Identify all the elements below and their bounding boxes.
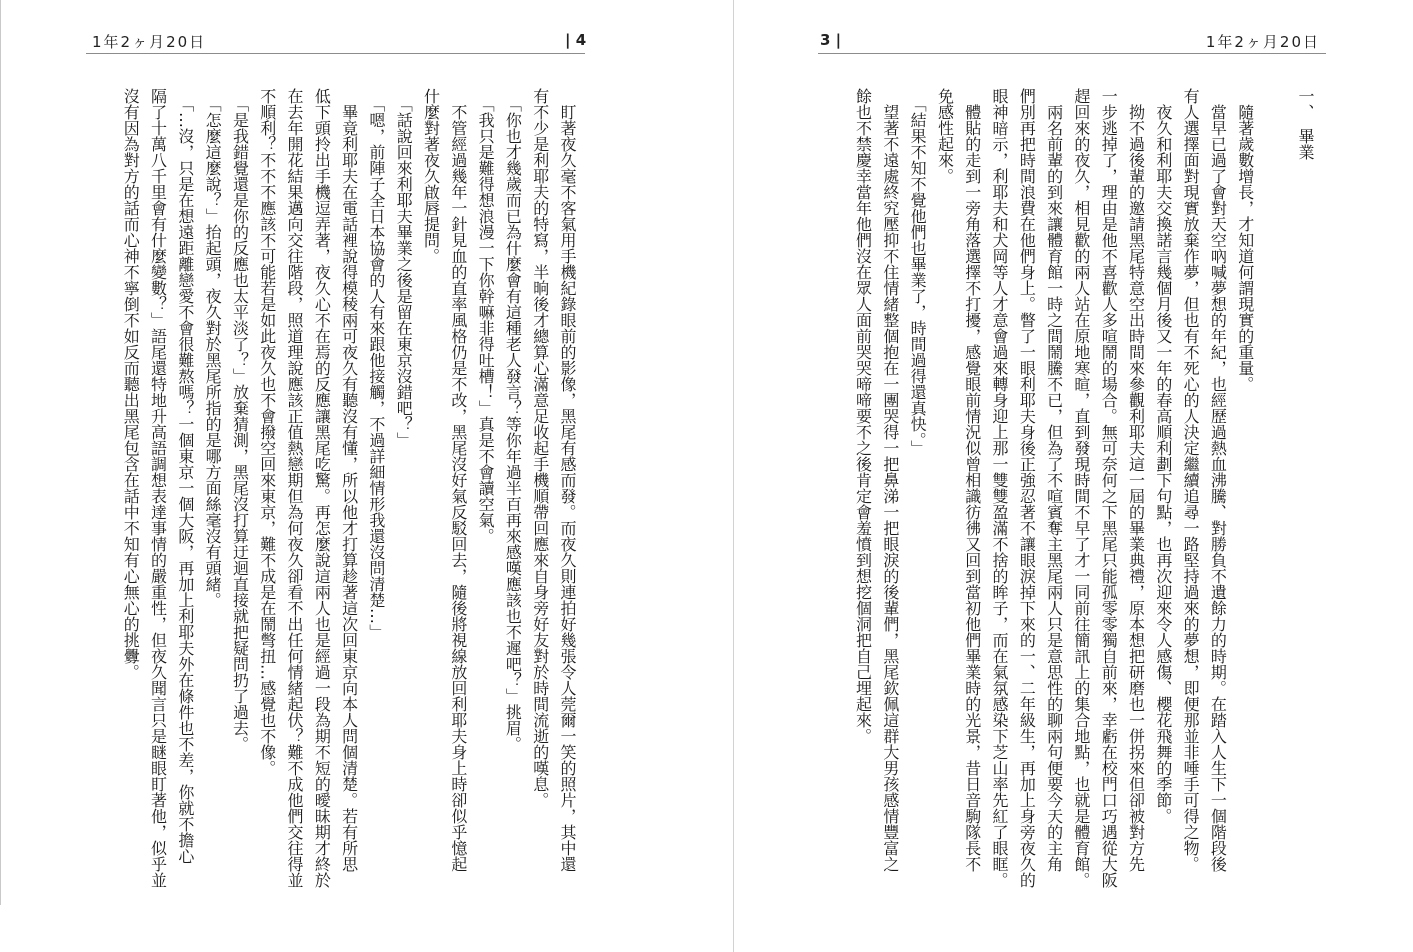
text-line: 「是我錯覺還是你的反應也太平淡了？」放棄猜測，黑尾沒打算迂迴直接就把疑問扔了過去。 [230, 88, 250, 752]
text-line: 拗不過後輩的邀請黑尾特意空出時間來參觀利耶夫這一屆的畢業典禮，原本想把研磨也一併拐來但卻被對方先 [1126, 88, 1146, 872]
text-line: 不順利？不不不應該不可能若是如此夜久也不會撥空回來東京，難不成是在鬧彆扭…感覺也不像。 [257, 88, 277, 776]
text-line: 「話說回來利耶夫畢業之後是留在東京沒錯吧？」 [394, 88, 414, 448]
text-line: 隔了十萬八千里會有什麼變數？」語尾還特地升高語調想表達事情的嚴重性，但夜久聞言只是瞇眼盯著他，似乎並 [148, 88, 168, 888]
text-line: 一步逃掉了，理由是他不喜歡人多喧鬧的場合。無可奈何之下黑尾只能孤零零獨自前來，幸虧在校門口巧遇從大阪 [1099, 88, 1119, 888]
text-line: 有不少是利耶夫的特寫，半晌後才總算心滿意足收起手機順帶回應來自身旁好友對於時間流逝的嘆息。 [530, 88, 550, 808]
text-line: 低下頭拎出手機逗弄著，夜久心不在焉的反應讓黑尾吃驚。再怎麼說這兩人也是經過一段為期不短的曖昧期才終於 [312, 88, 332, 888]
text-line: 什麼對著夜久啟唇提問。 [421, 88, 441, 264]
body-text [117, 88, 581, 900]
text-line: 「怎麼這麼說？」抬起頭，夜久對於黑尾所指的是哪方面絲毫沒有頭緒。 [203, 88, 223, 608]
header-date: 1年2ヶ月20日 [92, 33, 207, 51]
text-line: 兩名前輩的到來讓體育館一時之間鬧騰不已，但為了不喧賓奪主黑尾兩人只是意思性的聊兩句便要今天的主角 [1044, 88, 1064, 872]
text-line: 望著不遠處終究壓抑不住情緒整個抱在一團哭得一把鼻涕一把眼淚的後輩們，黑尾欽佩這群大男孩感情豐富之 [880, 88, 900, 872]
text-line: 趕回來的夜久，相見歡的兩人站在原地寒暄，直到發現時間不早了才一同前往簡訊上的集合地點，也就是體育館。 [1071, 88, 1091, 888]
text-line: 有人選擇面對現實放棄作夢，但也有不死心的人決定繼續追尋一路堅持過來的夢想，即便那並非唾手可得之物。 [1181, 88, 1201, 872]
text-line: 們別再把時間浪費在他們身上。瞥了一眼利耶夫身後正強忍著不讓眼淚掉下來的一、二年級生，再加上身旁夜久的 [1017, 88, 1037, 888]
page-number: 3 | [820, 31, 842, 49]
text-line: 當早已過了會對天空吶喊夢想的年紀，也經歷過熱血沸騰、對勝負不遺餘力的時期。在踏入人生下一個階段後 [1208, 88, 1228, 872]
header-rule [86, 53, 585, 54]
text-line: 「結果不知不覺他們也畢業了，時間過得還真快。」 [908, 88, 928, 456]
text-line: 體貼的走到一旁角落選擇不打擾，感覺眼前情況似曾相識彷彿又回到當初他們畢業時的光景，昔日音駒隊長不 [962, 88, 982, 872]
text-line: 免感性起來。 [935, 88, 955, 184]
text-line: 夜久和利耶夫交換諾言幾個月後又一年的春高順利劃下句點，也再次迎來令人感傷、櫻花飛舞的季節。 [1153, 88, 1173, 824]
body-text [849, 88, 1319, 900]
text-line: 「嗯，前陣子全日本協會的人有來跟他接觸，不過詳細情形我還沒問清楚…」 [366, 88, 386, 640]
text-line: 沒有因為對方的話而心神不寧倒不如反而聽出黑尾包含在話中不知有心無心的挑釁。 [121, 88, 141, 680]
page-number: | 4 [565, 31, 587, 49]
text-line: 眼神暗示，利耶夫和犬岡等人才意會過來轉身迎上那一雙雙盈滿不捨的眸子，而在氣氛感染下芝山率先紅了眼眶。 [990, 88, 1010, 888]
header-rule [818, 53, 1326, 54]
chapter-title: 一、 畢業 [1296, 88, 1315, 160]
text-line: 盯著夜久毫不客氣用手機紀錄眼前的影像，黑尾有感而發。而夜久則連拍好幾張令人莞爾一笑的照片，其中還 [558, 88, 577, 872]
page-edge-line [0, 0, 1, 905]
header-date: 1年2ヶ月20日 [1205, 33, 1320, 51]
text-line: 隨著歲數增長，才知道何謂現實的重量。 [1235, 88, 1255, 392]
text-line: 「你也才幾歲而已為什麼會有這種老人發言？等你年過半百再來感嘆應該也不遲吧？」挑眉。 [503, 88, 523, 752]
text-line: 「我只是難得想浪漫一下你幹嘛非得吐槽！」真是不會讀空氣。 [476, 88, 496, 544]
text-line: 餘也不禁慶幸當年他們沒在眾人面前哭哭啼啼要不之後肯定會羞憤到想挖個洞把自己埋起來。 [853, 88, 873, 744]
text-line: 在去年開花結果邁向交往階段，照道理說應該正值熱戀期但為何夜久卻看不出任何情緒起伏？難不成他們交往得並 [285, 88, 305, 888]
right-page [734, 0, 1413, 952]
text-line: 「…沒，只是在想遠距離戀愛不會很難熬嗎？一個東京一個大阪，再加上利耶夫外在條件也不差，你就不擔心 [175, 88, 195, 864]
text-line: 不管經過幾年一針見血的直率風格仍是不改，黑尾沒好氣反駁回去，隨後將視線放回利耶夫身上時卻似乎憶起 [448, 88, 468, 872]
text-line: 畢竟利耶夫在電話裡說得模稜兩可夜久有聽沒有懂，所以他才打算趁著這次回東京向本人問個清楚。若有所思 [339, 88, 359, 872]
